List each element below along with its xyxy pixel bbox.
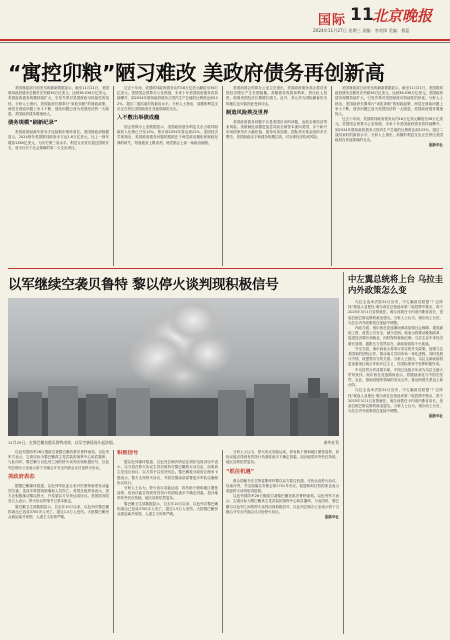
article-2-subhead-3: “抓住机遇” [226, 468, 255, 475]
section-name: 国际 [318, 13, 347, 28]
article-1-paragraph: 过去十年间，美国联邦政府债务从约18万亿美元翻倍至36万亿美元。美国国会预算办公室预测，未来十年美国政府债务将持续攀升，到2034年联邦政府债务占国内生产总值的比例将达到122%，超过二战结束时的最高水平。分析人士指出，高额的利息支出正在挤压美国政府在其他领域的支出。 [117, 86, 218, 111]
article-1-col-1 [8, 86, 109, 266]
page-number: 11 [350, 5, 374, 25]
masthead-rule [0, 39, 450, 41]
article-1-subhead-2: 入不敷出举债成瘾 [117, 115, 160, 122]
smoke-and-buildings-image [8, 298, 339, 436]
article-3-paragraph: 中乌经贸合作成果丰硕，中国已连续多年成为乌拉圭最大贸易伙伴。奥尔西在竞选期间表示，将继续深化与中国在经贸、农业、基础设施等领域的务实合作，推动两国关系迈上新台阶。 [348, 367, 443, 388]
article-1-paragraph: 美国政府财政年度赤字连续数年维持高位。美国财政部数据显示，2024财年美国联邦政府赤字达1.8万亿美元，比上一财年增加1380亿美元，为历史第三高水平。利息支出首次超过国防开支，成为仅次于社会保障的第二大支出项目。 [8, 130, 109, 150]
column-divider [113, 86, 114, 266]
article-2-col-3 [226, 450, 339, 633]
article-3-body [348, 300, 443, 633]
article-1-paragraph: 美国财政部日前发布的最新数据显示，截至11月21日，美国联邦政府债务总额首次突破36万亿美元，达到36.036万亿美元。美国政府债务规模持续扩大，引发外界对美国财政可持续性的担忧。分析人士指出，美国政府长期奉行“寅吃卯粮”的财政政策，两党在财政问题上争斗不断，债务问题已成为美国经济的一大隐患。美国政府债务增速惊人。 [335, 86, 443, 117]
newspaper-logo: 北京晚报 [372, 7, 433, 25]
article-2-paragraph: 以色列国防军26日继续空袭黎巴嫩首都贝鲁特南郊。以色列军方表示，空袭目标为黎巴嫩真主党武装的指挥中心和武器库。与此同时，黎巴嫩与以色列之间的停火谈判出现积极信号，以色列总理办公室表示将于当晚召开安全内阁会议讨论停火协议。 [8, 450, 109, 470]
article-2-paragraph: 黎巴嫩卫生部数据显示，自去年10月以来，以色列对黎巴嫩的袭击已造成3700多人死亡，超过1.5万人受伤。大批黎巴嫩民众被迫离开家园，人道主义形势严峻。 [8, 504, 109, 520]
article-2-paragraph: 以色列国防军26日继续空袭黎巴嫩首都贝鲁特南郊。以色列军方表示，空袭目标为黎巴嫩真主党武装的指挥中心和武器库。与此同时，黎巴嫩与以色列之间的停火谈判出现积极信号，以色列总理办公室表示将于当晚召开安全内阁会议讨论停火协议。 [226, 494, 339, 514]
article-1-paragraph: 美国财政部日前发布的最新数据显示，截至11月21日，美国联邦政府债务总额首次突破36万亿美元，达到36.036万亿美元。美国政府债务规模持续扩大，引发外界对美国财政可持续性的担忧。分析人士指出，美国政府长期奉行“寅吃卯粮”的财政政策，两党在财政问题上争斗不断，债务问题已成为美国经济的一大隐患。美国政府债务增速惊人。 [8, 86, 109, 117]
article-1-paragraph: 过去十年间，美国联邦政府债务从约18万亿美元翻倍至36万亿美元。美国国会预算办公室预测，未来十年美国政府债务将持续攀升，到2034年联邦政府债务占国内生产总值的比例将达到122%，超过二战结束时的最高水平。分析人士指出，高额的利息支出正在挤压美国政府在其他领域的支出。 [335, 117, 443, 143]
article-2-subhead-2: 积极信号 [117, 450, 139, 456]
article-1-headline: “寓控卯粮”陋习难改 美政府债务再创新高 [8, 61, 385, 85]
column-divider [222, 86, 223, 266]
article-2-subhead-1: 美政府表态 [8, 473, 35, 480]
article-2-paragraph: 黎巴嫩卫生部数据显示，自去年10月以来，以色列对黎巴嫩的袭击已造成3700多人死亡，超过1.5万人受伤。大批黎巴嫩民众被迫离开家园，人道主义形势严峻。 [117, 501, 218, 517]
article-1-subhead-3: 制造风险殃及世界 [226, 109, 269, 116]
photo-credit: 新华社发 [323, 440, 339, 445]
masthead-thin-rule [0, 42, 450, 43]
article-2-paragraph: 分析人士认为，停火协议若能达成，将有助于缓和地区紧张局势，但协议能否得到有效执行仍面临诸多不确定因素。加沙地带冲突仍在持续，地区局势依然复杂。 [226, 450, 339, 465]
article-3-paragraph: 内政方面，奥尔西在竞选期间承诺加强社会保障，提高最低工资，改善公共安全，减少贫困。他表示将推动税制改革，促进经济增长和就业，同时保持财政纪律。乌拉圭近年来经济增长放缓，通胀压力依然存在，新政府面临不小挑战。 [348, 326, 443, 346]
article-3-paragraph: 乌拉圭选举法院24日宣布，中左翼政党联盟“广泛阵线”候选人亚曼杜·奥尔西在总统选举第二轮投票中胜出，将于2025年3月1日宣誓就任。奥尔西曾任卡内洛内斯省省长，是前总统巴斯克斯的政治盟友。分析人士认为，奥尔西上台后，乌拉圭内外政策将在延续中调整。 [348, 388, 443, 414]
article-1-subhead-1: 债务规模“刷新纪录” [8, 120, 58, 127]
article-2-col-2 [117, 450, 218, 633]
article-1-paragraph: 美国政府债务问题不仅是美国自身的问题，也给全球经济带来风险。美联储此前激进加息导致全球资本流向美国，多个新兴市场国家货币大幅贬值，债务负担加重。国际货币基金组织多次警告，美国财政赤字和债务规模过高，对全球经济构成风险。 [226, 119, 327, 140]
article-3-headline: 中左翼总统将上台 乌拉圭内外政策怎么变 [348, 274, 444, 295]
article-2-paragraph: 据以色列媒体报道，以色列总理内塔尼亚胡在电视讲话中表示，以方将在停火协议生效后维持在黎巴嫩的行动自由，如果真主党违反协议，以方将予以坚决回击。黎巴嫩看守政府总理米卡提表示，黎方支持停火协议，并将在黎南部部署更多军队以确保协议执行。 [117, 460, 218, 485]
article-2-paragraph: 联合国秘书长古特雷斯呼吁黎以双方抓住机遇，尽快达成停火协议，结束冲突，并全面落实安理会第1701号决议。欧盟和阿拉伯国家也表示欢迎停火谈判取得进展。 [226, 478, 339, 494]
article-1-col-4 [335, 86, 443, 266]
article-2-paragraph: 据黎巴嫩媒体报道，以色列军队连日来对贝鲁特南郊发动猛烈空袭，造成多栋建筑倒塌和人员伤亡。美国总统拜登表示，美方正积极推动黎以停火，并希望双方尽快达成协议。美国国务院发言人表示，停火协议的细节已基本敲定。 [8, 483, 109, 504]
article-3-source: 据新华社 [429, 414, 443, 419]
article-1-paragraph: 美国前国会预算办公室主任指出，美国政府债务高企将对美国经济增长产生长期拖累。高额债务将推高利率，挤压私人投资，削弱美国经济长期增长潜力。此外，美元作为国际储备货币的地位也可能因此受到冲击。 [226, 86, 327, 106]
column-divider [331, 86, 332, 266]
article-2-paragraph: 分析人士认为，停火协议若能达成，将有助于缓和地区紧张局势，但协议能否得到有效执行仍面临诸多不确定因素。加沙地带冲突仍在持续，地区局势依然复杂。 [117, 486, 218, 501]
article-divider [343, 272, 344, 634]
masthead [0, 0, 450, 40]
article-1-col-2 [117, 86, 218, 266]
article-2-source: 据新华社 [325, 515, 339, 520]
article-2-col-1 [8, 450, 109, 633]
article-1-source: 据新华社 [429, 143, 443, 148]
photo-caption: 11月25日，在黎巴嫩首都贝鲁特南郊，以军空袭现场升起浓烟。 [8, 440, 117, 445]
article-3-paragraph: 乌拉圭选举法院24日宣布，中左翼政党联盟“广泛阵线”候选人亚曼杜·奥尔西在总统选举第二轮投票中胜出，将于2025年3月1日宣誓就任。奥尔西曾任卡内洛内斯省省长，是前总统巴斯克斯的政治盟友。分析人士认为，奥尔西上台后，乌拉圭内外政策将在延续中调整。 [348, 300, 443, 325]
section-rule [8, 268, 443, 269]
article-3-paragraph: 外交方面，奥尔西表示将奉行务实的外交政策，加强与拉美国家的团结合作，推动南方共同市场一体化进程，同时发展与中国、欧盟等各方的关系。分析人士指出，乌拉圭新政府将更加重视区域合作和多边主义，在国际事务中发挥积极作用。 [348, 346, 443, 367]
column-divider [222, 450, 223, 633]
airstrike-photo [8, 298, 339, 436]
date-line: 2024年11月27日 星期三 责编：李兆锋 美编：曹蓝 [313, 28, 410, 33]
article-2-headline: 以军继续空袭贝鲁特 黎以停火谈判现积极信号 [8, 277, 279, 293]
article-1-col-3 [226, 86, 327, 266]
column-divider [113, 450, 114, 633]
article-1-paragraph: 国会预算办公室数据显示，美国政府债务利息支出占联邦财政收入比例已升至13%，预计到2034年将达到22%。美国经济学家指出，美国政府债务问题的根源在于两党政治极化和财政纪律的缺失，每逢债务上限谈判，两党都会上演一场政治闹剧。 [117, 125, 218, 145]
